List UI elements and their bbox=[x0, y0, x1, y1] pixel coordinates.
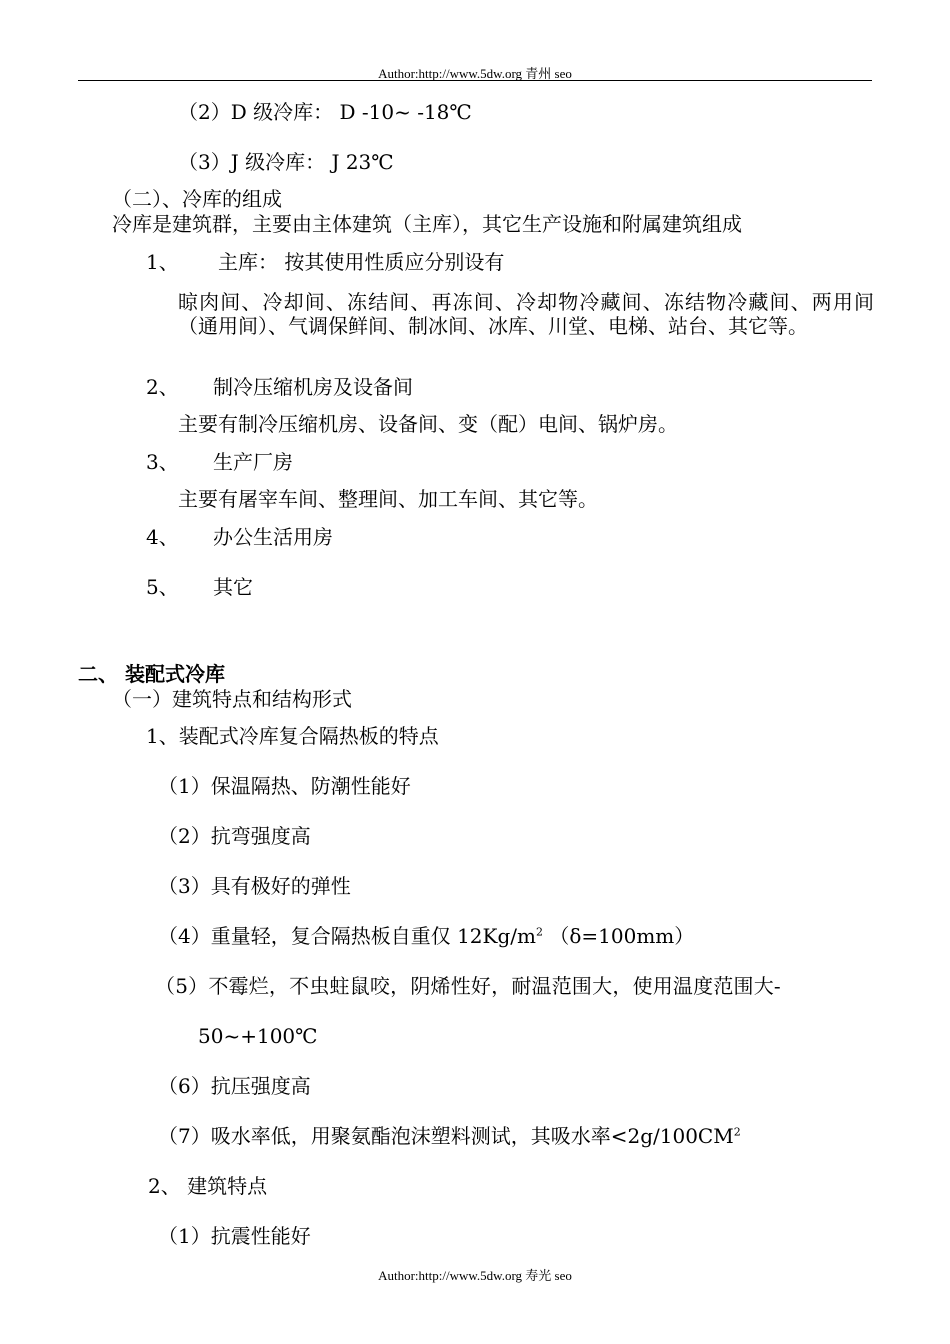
composition-intro: 冷库是建筑群，主要由主体建筑（主库），其它生产设施和附属建筑组成 bbox=[112, 212, 742, 236]
feature-5-range: 50~+100℃ bbox=[198, 1024, 318, 1048]
item-5-number: 5、 bbox=[146, 575, 179, 599]
production-plant-detail: 主要有屠宰车间、整理间、加工车间、其它等。 bbox=[178, 487, 598, 511]
main-storage-rooms: 晾肉间、冷却间、冻结间、再冻间、冷却物冷藏间、冻结物冷藏间、两用间（通用间）、气调保鲜间、制冰间、冰库、川堂、电梯、站台、其它等。 bbox=[178, 290, 874, 338]
seismic-feature: （1）抗震性能好 bbox=[158, 1224, 311, 1248]
item-3-number: 3、 bbox=[146, 450, 179, 474]
d-class-cold-storage: （2）D 级冷库： D -10~ -18℃ bbox=[178, 100, 472, 124]
feature-2: （2）抗弯强度高 bbox=[158, 824, 311, 848]
item-4-number: 4、 bbox=[146, 525, 179, 549]
page-header: Author:http://www.5dw.org 青州 seo bbox=[378, 66, 572, 81]
feature-1: （1）保温隔热、防潮性能好 bbox=[158, 774, 411, 798]
page-footer: Author:http://www.5dw.org 寿光 seo bbox=[378, 1268, 572, 1283]
section-composition-heading: （二）、冷库的组成 bbox=[112, 187, 282, 211]
panel-features-heading: 1、装配式冷库复合隔热板的特点 bbox=[146, 724, 439, 748]
feature-4-superscript: 2 bbox=[535, 925, 543, 939]
item-2-number: 2、 bbox=[146, 375, 179, 399]
feature-4 bbox=[158, 924, 694, 948]
feature-3: （3）具有极好的弹性 bbox=[158, 874, 351, 898]
building-features-subheading: 2、 建筑特点 bbox=[148, 1174, 268, 1198]
header-rule bbox=[78, 80, 872, 81]
feature-7-text: （7）吸水率低，用聚氨酯泡沫塑料测试，其吸水率<2g/100CM bbox=[158, 1124, 734, 1148]
feature-4-text: （4）重量轻，复合隔热板自重仅 12Kg/m bbox=[158, 924, 536, 948]
item-1-main-storage: 主库： 按其使用性质应分别设有 bbox=[218, 250, 505, 274]
feature-7-superscript: 2 bbox=[733, 1125, 741, 1139]
compressor-room-detail: 主要有制冷压缩机房、设备间、变（配）电间、锅炉房。 bbox=[178, 412, 678, 436]
item-1-number: 1、 bbox=[146, 250, 179, 274]
item-5-other: 其它 bbox=[213, 575, 253, 599]
feature-4-thickness: （δ=100mm） bbox=[542, 924, 695, 948]
section-two-heading: 二、 装配式冷库 bbox=[78, 662, 225, 686]
feature-7 bbox=[158, 1124, 741, 1148]
feature-5: （5）不霉烂，不虫蛀鼠咬，阴烯性好，耐温范围大，使用温度范围大- bbox=[155, 974, 781, 998]
building-features-heading: （一）建筑特点和结构形式 bbox=[112, 687, 352, 711]
item-3-production-plant: 生产厂房 bbox=[213, 450, 293, 474]
feature-6: （6）抗压强度高 bbox=[158, 1074, 311, 1098]
item-2-compressor-room: 制冷压缩机房及设备间 bbox=[213, 375, 413, 399]
j-class-cold-storage: （3）J 级冷库： J 23℃ bbox=[178, 150, 394, 174]
item-4-office-housing: 办公生活用房 bbox=[213, 525, 333, 549]
